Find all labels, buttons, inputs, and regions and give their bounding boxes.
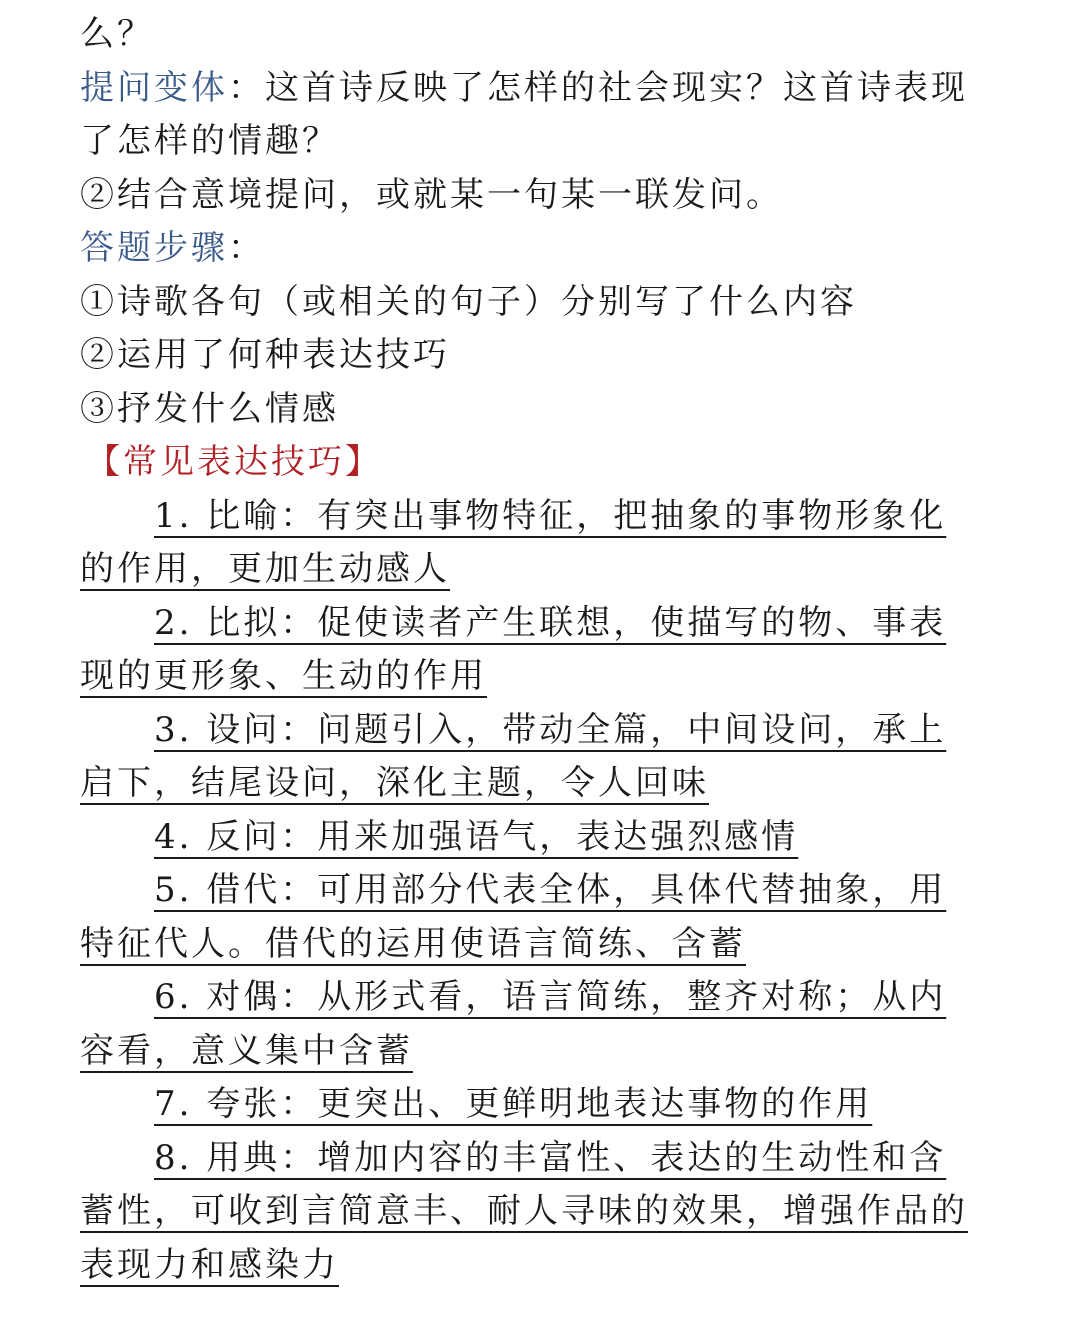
technique-item xyxy=(80,811,980,865)
answer-step-1-text: ①诗歌各句（或相关的句子）分别写了什么内容 xyxy=(80,281,857,322)
answer-steps-colon: ： xyxy=(228,228,265,268)
answer-steps-heading xyxy=(80,222,980,276)
answer-step-2 xyxy=(80,329,980,383)
question-item-2-text: ②结合意境提问，或就某一句某一联发问。 xyxy=(80,174,783,215)
answer-step-3 xyxy=(80,383,980,437)
answer-step-2-text: ②运用了何种表达技巧 xyxy=(80,335,450,375)
technique-text: 6. 对偶：从形式看，语言简练，整齐对称；从内容看，意义集中含蓄 xyxy=(80,977,947,1071)
technique-text: 7. 夸张：更突出、更鲜明地表达事物的作用 xyxy=(154,1084,873,1124)
answer-step-1 xyxy=(80,276,980,330)
technique-item xyxy=(80,597,980,704)
question-variant-label: 提问变体 xyxy=(80,67,228,108)
technique-text: 1. 比喻：有突出事物特征，把抽象的事物形象化的作用，更加生动感人 xyxy=(80,495,947,589)
question-variant-text: 这首诗反映了怎样的社会现实？这首诗表现了怎样的情趣？ xyxy=(80,67,968,161)
technique-item xyxy=(80,704,980,811)
answer-step-3-text: ③抒发什么情感 xyxy=(80,388,339,429)
technique-item xyxy=(80,1132,980,1293)
question-variant-colon: ： xyxy=(228,67,265,108)
technique-text: 3. 设问：问题引入，带动全篇，中间设问，承上启下，结尾设问，深化主题，令人回味 xyxy=(80,709,947,803)
technique-text: 4. 反问：用来加强语气，表达强烈感情 xyxy=(154,816,799,857)
section-title xyxy=(86,436,980,490)
technique-text: 5. 借代：可用部分代表全体，具体代替抽象，用特征代人。借代的运用使语言简练、含蓄 xyxy=(80,870,947,964)
question-variant-paragraph xyxy=(80,62,980,169)
technique-text: 8. 用典：增加内容的丰富性、表达的生动性和含蓄性，可收到言简意丰、耐人寻味的效果，增强作品的表现力和感染力 xyxy=(80,1137,968,1285)
answer-steps-label: 答题步骤 xyxy=(80,228,228,268)
question-item-2 xyxy=(80,169,980,223)
technique-item xyxy=(80,864,980,971)
document-page xyxy=(80,8,980,1292)
technique-text: 2. 比拟：促使读者产生联想，使描写的物、事表现的更形象、生动的作用 xyxy=(80,602,947,696)
continuation-text: 么？ xyxy=(80,14,154,54)
technique-item xyxy=(80,490,980,597)
technique-item xyxy=(80,971,980,1078)
section-title-text: 【常见表达技巧】 xyxy=(86,442,382,482)
text-line-continuation xyxy=(80,8,980,62)
technique-item xyxy=(80,1078,980,1132)
